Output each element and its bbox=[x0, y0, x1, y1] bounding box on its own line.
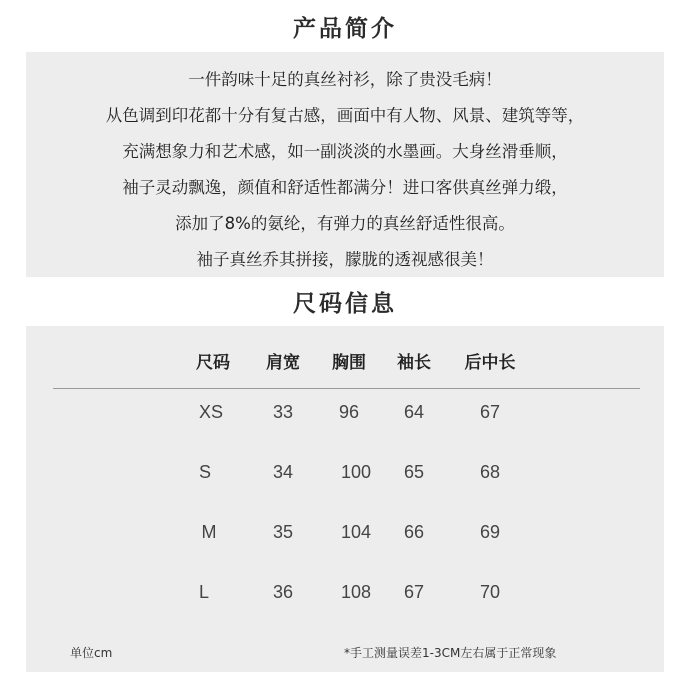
cell-shoulder: 33 bbox=[272, 402, 294, 422]
header-sleeve: 袖长 bbox=[397, 353, 431, 373]
intro-line: 添加了8%的氨纶，有弹力的真丝舒适性很高。 bbox=[175, 214, 515, 233]
intro-line: 充满想象力和艺术感，如一副淡淡的水墨画。大身丝滑垂顺， bbox=[122, 142, 568, 161]
cell-back-length: 69 bbox=[479, 522, 501, 542]
cell-size: XS bbox=[198, 402, 224, 422]
cell-sleeve: 67 bbox=[403, 582, 425, 602]
intro-text bbox=[26, 62, 664, 278]
cell-sleeve: 66 bbox=[403, 522, 425, 542]
cell-chest: 100 bbox=[340, 462, 372, 482]
cell-sleeve: 64 bbox=[403, 402, 425, 422]
cell-shoulder: 34 bbox=[272, 462, 294, 482]
header-shoulder: 肩宽 bbox=[266, 353, 300, 373]
intro-line: 一件韵味十足的真丝衬衫，除了贵没毛病！ bbox=[188, 70, 502, 89]
table-row bbox=[26, 402, 664, 442]
cell-back-length: 70 bbox=[479, 582, 501, 602]
cell-size: M bbox=[201, 522, 217, 542]
header-divider bbox=[53, 388, 640, 389]
table-row bbox=[26, 522, 664, 562]
cell-chest: 108 bbox=[340, 582, 372, 602]
size-info-title: 尺码信息 bbox=[293, 291, 397, 317]
cell-chest: 104 bbox=[340, 522, 372, 542]
header-back-length: 后中长 bbox=[464, 353, 516, 373]
intro-panel bbox=[26, 52, 664, 277]
cell-sleeve: 65 bbox=[403, 462, 425, 482]
size-panel bbox=[26, 326, 664, 672]
cell-shoulder: 35 bbox=[272, 522, 294, 542]
table-row bbox=[26, 582, 664, 622]
cell-size: L bbox=[198, 582, 210, 602]
intro-line: 袖子真丝乔其拼接，朦胧的透视感很美！ bbox=[196, 250, 494, 269]
cell-chest: 96 bbox=[338, 402, 360, 422]
size-table bbox=[26, 326, 664, 672]
intro-title: 产品简介 bbox=[293, 16, 397, 42]
header-chest: 胸围 bbox=[332, 353, 366, 373]
cell-back-length: 68 bbox=[479, 462, 501, 482]
cell-back-length: 67 bbox=[479, 402, 501, 422]
cell-shoulder: 36 bbox=[272, 582, 294, 602]
header-size: 尺码 bbox=[196, 353, 230, 373]
intro-line: 从色调到印花都十分有复古感，画面中有人物、风景、建筑等等， bbox=[105, 106, 585, 125]
tolerance-note: *手工测量误差1-3CM左右属于正常现象 bbox=[344, 646, 557, 660]
unit-note: 单位cm bbox=[70, 646, 113, 660]
cell-size: S bbox=[198, 462, 212, 482]
table-row bbox=[26, 462, 664, 502]
intro-line: 袖子灵动飘逸，颜值和舒适性都满分！进口客供真丝弹力缎， bbox=[122, 178, 568, 197]
